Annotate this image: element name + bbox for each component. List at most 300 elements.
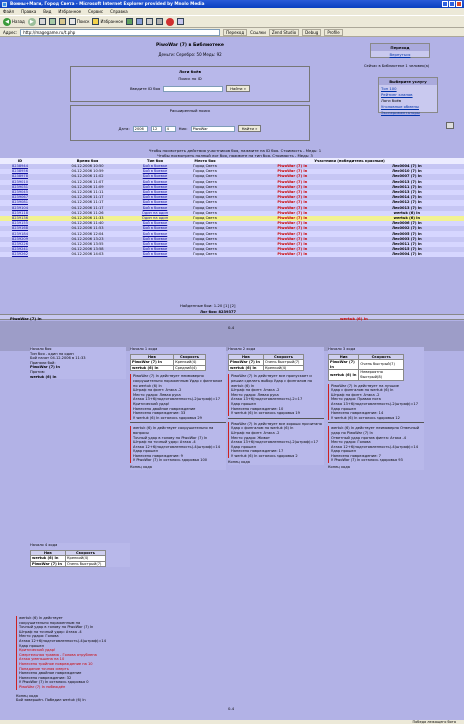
battle-number: Лог боя: 8239377	[200, 310, 237, 314]
speed-value: Очень быстрый(7)	[65, 561, 105, 567]
turn-log-2	[328, 426, 424, 463]
battle-id-link[interactable]: 8238978	[0, 174, 40, 179]
menu-file[interactable]: Файл	[3, 9, 15, 14]
info-line-2: Чтобы посмотреть полный лог боя, нажмите на тип боя. Стоимость - Медь: 3	[157, 153, 313, 158]
battle-type-link[interactable]: Бой в боевке	[135, 180, 175, 185]
find-extended-button[interactable]: Найти »	[238, 125, 262, 132]
battle-time: 04.12.2006 11:17	[40, 195, 135, 200]
battle-type-link[interactable]: Бой в боевке	[135, 247, 175, 252]
address-bar	[0, 28, 464, 37]
speed-col-nick: Ник	[229, 354, 264, 360]
debug-button[interactable]: Debug	[302, 29, 321, 36]
battle-time: 04.12.2006 11:09	[40, 185, 135, 190]
log-line: Атака 12+6(подготовленность)-4(штраф)=14	[19, 638, 106, 643]
address-input[interactable]: http://magegame.ru/t.php	[20, 29, 220, 36]
winner-left: PiwoWar (7) In	[10, 315, 42, 321]
log-line: У PiwoWar (7) In осталось здоровья 100	[133, 458, 208, 463]
battle-participant-1: PiwoWar (7) In	[235, 242, 350, 247]
battle-result: Бой завершён. Победил wertuk (6) In	[16, 698, 86, 703]
speed-nick: PiwoWar (7) In	[31, 561, 66, 567]
speed-col-nick: Ник	[31, 550, 66, 556]
speed-value: Невероятно быстрый(8)	[359, 370, 404, 380]
speed-col-speed: Скорость	[359, 354, 404, 360]
battle-participant-1: PiwoWar (7) In	[235, 216, 350, 221]
menubar	[0, 8, 464, 15]
log-line: Удар прошел	[231, 444, 256, 449]
log-line: У PiwoWar (7) In осталось здоровья 93	[331, 458, 403, 463]
battle-id-link[interactable]: 8239184	[0, 231, 40, 236]
battle-participant-1: PiwoWar (7) In	[235, 195, 350, 200]
status-bar	[0, 720, 464, 724]
battle-participant-1: PiwoWar (7) In	[235, 211, 350, 216]
log-line: PiwoWar (7) In побеждён	[19, 684, 66, 689]
counter-top: 0-4	[228, 325, 235, 330]
speed-value: Крепкий(4)	[65, 556, 105, 562]
log-line: Нанесено двойное повреждение	[133, 406, 196, 411]
log-line: Удар прошел	[331, 406, 356, 411]
profile-button[interactable]: Profile	[324, 29, 342, 36]
log-line: Место удара: Левая рука	[133, 392, 181, 397]
status-text: Победа лежащего бота	[412, 720, 456, 724]
battle-type-link[interactable]: Бой в боевке	[135, 206, 175, 211]
star-icon	[92, 18, 99, 25]
speed-table	[228, 354, 304, 372]
speed-col-speed: Скорость	[174, 354, 206, 360]
log-line: Атака 12+6(подготовленность)-4(штраф)=14	[133, 444, 220, 449]
battle-participant-1: PiwoWar (7) In	[235, 231, 350, 236]
found-battles: Найденные бои: 1-20 [1] [2]	[180, 303, 236, 308]
battle-type-link[interactable]: Бой в боевке	[135, 200, 175, 205]
messenger-icon[interactable]	[166, 18, 174, 26]
battle-participant-2: Лес0015 (7) In	[350, 247, 464, 252]
turn-log-2	[228, 422, 324, 459]
battle-place: Город Света	[175, 216, 235, 221]
battle-id-link[interactable]: 8239241	[0, 247, 40, 252]
log-line: Штраф на финт: Атака -2	[133, 388, 182, 393]
service-exchange[interactable]: Уголовные обмены	[381, 103, 419, 109]
battle-time: 04.12.2006 13:58	[40, 247, 135, 252]
log-line: Удар прошел	[19, 643, 44, 648]
service-experimenters[interactable]: Экспериментаторы	[381, 109, 420, 115]
divider	[328, 422, 424, 423]
battle-time: 04.12.2006 13:55	[40, 242, 135, 247]
battle-id-link[interactable]: 8239168	[0, 226, 40, 231]
log-line-critical: Смертельная травма - Голова отрублена	[19, 652, 97, 657]
battle-participant-1: PiwoWar (7) In	[235, 252, 350, 257]
start-line: Бой начат 04.12.2006 в 11:33	[30, 356, 86, 361]
turn-title: Начало 3 хода	[328, 347, 356, 351]
speed-nick: PiwoWar (7) In	[131, 360, 174, 366]
turn-end: Конец хода	[130, 465, 152, 470]
service-battle-logs: Логи боёв	[381, 97, 402, 103]
speed-nick: wertuk (6) In	[131, 365, 174, 371]
log-line: Нанесено повреждение: 14	[331, 411, 384, 416]
battle-place: Город Света	[175, 190, 235, 195]
battle-id-link[interactable]: 8239209	[0, 237, 40, 242]
money-line: Деньги: Серебро: 50 Медь: 92	[158, 52, 222, 57]
log-line: Нанесено повреждение: 7	[331, 453, 381, 458]
battle-time: 04.12.2006 11:17	[40, 200, 135, 205]
forward-arrow-icon[interactable]: ▶	[28, 18, 36, 26]
menu-view[interactable]: Вид	[43, 9, 52, 14]
log-line: У wertuk (6) In осталось здоровья 29	[133, 415, 202, 420]
maximize-button[interactable]	[449, 1, 455, 7]
battle-time: 04.12.2006 11:40	[40, 221, 135, 226]
winner-bar	[0, 314, 464, 320]
window-titlebar	[0, 0, 464, 8]
turn-log	[228, 374, 324, 415]
battle-participant-1: PiwoWar (7) In	[235, 164, 350, 169]
battle-id-link[interactable]: 8239081	[0, 200, 40, 205]
battle-id-link[interactable]: 8239155	[0, 221, 40, 226]
window-title: Воины+Маги, Город Света - Microsoft Internet Explorer provided by Mnolo Media	[10, 1, 205, 6]
start-line: Против:	[30, 369, 45, 374]
battle-type-link[interactable]: Бой в боевке	[135, 237, 175, 242]
battle-type-link[interactable]: Бой в боевке	[135, 164, 175, 169]
battle-participant-2: wertuk (6) In	[350, 211, 464, 216]
battle-type-link[interactable]: Один на один	[135, 216, 175, 221]
battle-type-link[interactable]: Бой в боевке	[135, 242, 175, 247]
speed-col-nick: Ник	[131, 354, 174, 360]
battle-id-link[interactable]: 8239262	[0, 252, 40, 257]
log-line: Ответный удар против финта: Атака -4	[331, 435, 407, 440]
battle-participant-2: Лес0002 (7) In	[350, 226, 464, 231]
toolbar	[0, 15, 464, 28]
log-line: сокрушительно пораженным на	[19, 620, 81, 625]
col-time: Время боя	[40, 158, 135, 164]
battle-place: Город Света	[175, 164, 235, 169]
log-line: Атака 13+6(подготовленность)-2(штраф)=17	[231, 440, 318, 445]
battle-participant-1: PiwoWar (7) In	[235, 221, 350, 226]
start-line: Тип боя - один на один	[30, 351, 74, 356]
battle-place: Город Света	[175, 252, 235, 257]
info-line-1: Чтобы посмотреть действия участников боя, нажмите на ID боя. Стоимость - Медь: 1	[148, 148, 322, 153]
log-line: Место удара: Голова	[331, 440, 371, 445]
battle-participant-1: PiwoWar (7) In	[235, 180, 350, 185]
battle-participant-2: Лес0006 (7) In	[350, 221, 464, 226]
col-place: Место боя	[175, 158, 235, 164]
log-line: Штраф на финт: Атака -2	[231, 388, 280, 393]
turn4-title: Начало 4 хода	[30, 543, 58, 547]
speed-table	[328, 354, 404, 381]
battle-participant-2: Лес0014 (7) In	[350, 195, 464, 200]
battle-place: Город Света	[175, 247, 235, 252]
speed-nick: wertuk (6) In	[329, 370, 359, 380]
log-line: Удар с фингалом по wertuk (6) In	[331, 388, 394, 393]
battle-id-link[interactable]: 8239010	[0, 180, 40, 185]
logs-title: Логи боёв	[179, 69, 201, 74]
year-select[interactable]: 2006	[133, 126, 148, 132]
battle-participant-2: wertuk (6) In	[350, 216, 464, 221]
turn-title: Начало 2 хода	[228, 347, 256, 351]
turn-log	[328, 384, 424, 421]
turn-end: Конец хода	[328, 465, 350, 470]
battle-participant-2: Лес0012 (7) In	[350, 200, 464, 205]
battle-place: Город Света	[175, 200, 235, 205]
log-line: У PiwoWar (7) In осталось здоровья 0	[19, 680, 89, 685]
date-label: Дата:	[118, 126, 130, 131]
battle-participant-1: PiwoWar (7) In	[235, 206, 350, 211]
battle-participant-1: PiwoWar (7) In	[235, 247, 350, 252]
battle-id-link[interactable]: 8239031	[0, 185, 40, 190]
speed-value: Средний(4)	[174, 365, 206, 371]
battle-id-input[interactable]	[163, 86, 223, 92]
battle-place: Город Света	[175, 226, 235, 231]
log-line-critical: Атака уменьшена на 10	[19, 657, 65, 662]
battle-place: Город Света	[175, 185, 235, 190]
speed-col-nick: Ник	[329, 354, 359, 360]
turn-log	[130, 374, 226, 420]
log-line: Атака 13+6(подготовленность)-2(штраф)=17	[133, 397, 220, 402]
log-line: Атака 12+6(подготовленность)-4(штраф)=14	[331, 444, 418, 449]
navigation-panel-title: Переход	[371, 44, 429, 51]
log-line: Штраф на точный удар: Атака -4	[19, 629, 82, 634]
battle-id-link[interactable]: 8238956	[0, 169, 40, 174]
services-panel-title: Выберите услугу	[379, 78, 437, 85]
log-line: wertuk (6) In действует сокрушительно на вопросы	[133, 426, 214, 435]
menu-favorites[interactable]: Избранное	[58, 9, 82, 14]
menu-edit[interactable]: Правка	[21, 9, 37, 14]
log-line: Место удара: Правая нога	[331, 397, 381, 402]
speed-table	[130, 354, 206, 372]
log-line: У wertuk (6) In осталось здоровья 12	[331, 415, 400, 420]
battle-participant-1: PiwoWar (7) In	[235, 190, 350, 195]
service-top100[interactable]: Топ 100	[381, 85, 397, 91]
menu-help[interactable]: Справка	[110, 9, 128, 14]
speed-nick: PiwoWar (7) In	[329, 360, 359, 370]
winner-right: wertuk (6) In	[340, 315, 368, 321]
stop-icon[interactable]	[39, 18, 46, 25]
battle-participant-1: PiwoWar (7) In	[235, 185, 350, 190]
battle-participant-2: Лес0004 (7) In	[350, 252, 464, 257]
zend-studio-button[interactable]: Zend Studio	[269, 29, 299, 36]
log-line: PiwoWar (7) In действует на лучшие	[331, 383, 399, 388]
log-line: Нанесено повреждение: 33	[133, 411, 186, 416]
turn4-panel	[30, 543, 130, 567]
battle-participant-2: Лес0013 (7) In	[350, 206, 464, 211]
battle-type-link[interactable]: Один на один	[135, 211, 175, 216]
battle-participant-2: Лес0005 (7) In	[350, 231, 464, 236]
scroll-top-icon[interactable]	[446, 122, 454, 129]
find-by-id-button[interactable]: Найти »	[226, 85, 250, 92]
battle-type-link[interactable]: Бой в боевке	[135, 169, 175, 174]
battle-row	[0, 252, 464, 257]
battle-participant-2: Лес0011 (7) In	[350, 185, 464, 190]
battle-id-link[interactable]: 8239136	[0, 216, 40, 221]
log-line: Штраф на финт: Атака -2	[331, 392, 380, 397]
log-line: У wertuk (6) In осталось здоровья 2	[231, 453, 298, 458]
battle-type-link[interactable]: Бой в боевке	[135, 195, 175, 200]
battle-time: 04.12.2006 11:26	[40, 211, 135, 216]
name-label: Ник:	[178, 126, 188, 131]
battle-type-link[interactable]: Бой в боевке	[135, 185, 175, 190]
battle-type-link[interactable]: Бой в боевке	[135, 221, 175, 226]
print-icon[interactable]	[146, 18, 153, 25]
battle-place: Город Света	[175, 180, 235, 185]
log-line: Удар прошел	[331, 449, 356, 454]
battle-time: 04.12.2006 10:50	[40, 164, 135, 169]
close-button[interactable]	[456, 1, 462, 7]
battle-time: 04.12.2006 12:04	[40, 231, 135, 236]
log-line: Нанесено повреждение: 17	[231, 449, 284, 454]
battle-place: Город Света	[175, 237, 235, 242]
log-line: Удар прошел	[231, 401, 256, 406]
page-content	[0, 37, 464, 720]
divider	[228, 418, 324, 419]
battle-place: Город Света	[175, 211, 235, 216]
battle-type-link[interactable]: Бой в боевке	[135, 190, 175, 195]
battle-time: 04.12.2006 11:53	[40, 226, 135, 231]
turn4-end: Конец хода	[16, 693, 38, 698]
turn-end: Конец хода	[228, 460, 250, 465]
col-type: Тип боя	[135, 158, 175, 164]
speed-nick: wertuk (6) In	[229, 365, 264, 371]
log-line: PiwoWar (7) In действует все хорошо прочитано Удар с фингалом по wertuk (6) In	[231, 421, 322, 431]
battle-time: 04.12.2006 11:11	[40, 190, 135, 195]
log-line: Атака 13+6(подготовленность)-2=17	[231, 397, 303, 402]
log-line: Удар прошел	[133, 449, 158, 454]
log-line: Место удара: Живот	[231, 435, 270, 440]
page-title: PiwoWar (7) в Библиотеке	[156, 43, 224, 48]
divider	[130, 422, 226, 423]
search-button[interactable]: Поиск	[69, 18, 90, 25]
battle-id-link[interactable]: 8239104	[0, 206, 40, 211]
log-line: Штраф на финт: Атака -2	[231, 430, 280, 435]
home-icon[interactable]	[59, 18, 66, 25]
log-line: PiwoWar (7) In действует все пропускает и решил сделать выбор Удар с фингалом по wertuk (6) In	[231, 374, 313, 388]
speed-value: Крепкий(4)	[263, 365, 303, 371]
minimize-button[interactable]	[442, 1, 448, 7]
navigation-panel	[370, 43, 430, 58]
turn-panel	[228, 347, 324, 465]
mail-icon[interactable]	[136, 18, 143, 25]
battle-participant-2: Лес0013 (7) In	[350, 190, 464, 195]
battle-place: Город Света	[175, 206, 235, 211]
go-button[interactable]: Переход	[223, 29, 247, 36]
name-input[interactable]: PiwoWar	[191, 126, 235, 132]
address-label: Адрес:	[3, 29, 18, 35]
log-line: Атака 13+6(подготовленность)-2(штраф)=17	[331, 401, 418, 406]
turn-log-2	[130, 426, 226, 463]
battle-time: 04.12.2006 11:17	[40, 206, 135, 211]
speed-value: Очень быстрый(7)	[263, 360, 303, 366]
research-icon[interactable]	[177, 18, 184, 25]
battle-type-link[interactable]: Бой в боевке	[135, 174, 175, 179]
turn4-speed-table	[30, 550, 106, 568]
battle-id-link[interactable]: 8239226	[0, 242, 40, 247]
counter-bottom: 0-4	[228, 706, 235, 711]
battle-id-link[interactable]: 8238944	[0, 164, 40, 169]
services-panel	[378, 77, 438, 113]
log-line: wertuk (6) In действует неимоверно Отвечный удар по PiwoWar (7) In	[331, 426, 420, 435]
search-icon	[69, 18, 76, 25]
turn-panel	[328, 347, 424, 470]
log-line: У wertuk (6) In осталось здоровья 19	[231, 411, 300, 416]
battle-id-label: Введите ID боя	[129, 86, 161, 91]
battle-participant-2: Лес0007 (7) In	[350, 174, 464, 179]
battle-time: 04.12.2006 11:02	[40, 174, 135, 179]
speed-value: Очень быстрый(7)	[359, 360, 404, 370]
log-line: Штраф на точный удар: Атака -4	[133, 440, 196, 445]
speed-col-speed: Скорость	[263, 354, 303, 360]
back-arrow-icon: ◀	[3, 18, 11, 26]
links-label[interactable]: Ссылки	[250, 29, 266, 35]
battle-type-link[interactable]: Бой в боевке	[135, 231, 175, 236]
battle-time: 04.12.2006 11:33	[40, 216, 135, 221]
service-clan-rating[interactable]: Рейтинг кланов	[381, 91, 413, 97]
battle-id-link[interactable]: 8239045	[0, 190, 40, 195]
battle-participant-1: PiwoWar (7) In	[235, 200, 350, 205]
favorites-button[interactable]: Избранное	[92, 18, 123, 25]
speed-nick: wertuk (6) In	[31, 556, 66, 562]
battle-time: 04.12.2006 10:59	[40, 169, 135, 174]
log-line-critical: Попадание точная смерть	[19, 666, 69, 671]
battles-table	[0, 158, 464, 257]
log-line: Нанесено двойное повреждение	[19, 671, 82, 676]
log-line: wertuk (6) In действует	[19, 616, 63, 620]
log-line: Место удара: Левая рука	[231, 392, 279, 397]
day-select[interactable]: 4	[165, 126, 176, 132]
battle-time: 04.12.2006 13:23	[40, 237, 135, 242]
battle-type-link[interactable]: Бой в боевке	[135, 226, 175, 231]
refresh-icon[interactable]	[49, 18, 56, 25]
battle-participant-2: Лес0004 (7) In	[350, 164, 464, 169]
ie-icon	[2, 2, 7, 7]
speed-nick: PiwoWar (7) In	[229, 360, 264, 366]
battle-place: Город Света	[175, 221, 235, 226]
log-line-critical: Критический удар!	[19, 648, 56, 653]
battle-participant-2: Лес0011 (7) In	[350, 242, 464, 247]
battle-id-link[interactable]: 8239067	[0, 195, 40, 200]
battle-participant-1: PiwoWar (7) In	[235, 174, 350, 179]
log-line: Место удара: Голова	[19, 634, 59, 639]
speed-value: Крепкий(4)	[174, 360, 206, 366]
battle-id-link[interactable]: 8239118	[0, 211, 40, 216]
back-button[interactable]: ◀ Назад	[3, 18, 25, 26]
battle-time: 04.12.2006 14:03	[40, 252, 135, 257]
battle-place: Город Света	[175, 195, 235, 200]
battle-participant-1: PiwoWar (7) In	[235, 237, 350, 242]
battle-participant-2: Лес0013 (7) In	[350, 180, 464, 185]
start-line: wertuk (6) In	[30, 374, 57, 379]
battle-participant-1: PiwoWar (7) In	[235, 226, 350, 231]
back-link[interactable]: Вернуться	[389, 51, 411, 57]
history-icon[interactable]	[126, 18, 133, 25]
col-participants: Участники (победитель красным)	[235, 158, 464, 164]
battle-place: Город Света	[175, 242, 235, 247]
search-by-id-title: Поиск по ID	[178, 76, 202, 81]
log-line: Нанесено повреждение: 10	[231, 406, 284, 411]
battle-type-link[interactable]: Бой в боевке	[135, 252, 175, 257]
log-line: Точный удар в голову по PiwoWar (7) In	[19, 625, 94, 630]
menu-tools[interactable]: Сервис	[88, 9, 104, 14]
log-line: Точный удар в голову по PiwoWar (7) In	[133, 435, 208, 440]
battle-participant-2: Лес0003 (7) In	[350, 237, 464, 242]
extended-search-box	[70, 105, 310, 141]
battle-start-panel	[30, 347, 126, 379]
log-line: Нанесено повреждение: 9	[133, 453, 183, 458]
people-count: Сейчас в Библиотеке 1 человек(а)	[364, 64, 430, 68]
start-line: Приняли бой:	[30, 360, 56, 365]
edit-icon[interactable]	[156, 18, 163, 25]
log-line-critical: Нанесено тройное повреждение на 10	[19, 661, 93, 666]
battle-place: Город Света	[175, 174, 235, 179]
extended-search-title: Расширенный поиск	[169, 108, 211, 113]
log-line: Нанесено повреждение: 32	[19, 675, 72, 680]
month-select[interactable]: 12	[151, 126, 162, 132]
log-line: сокрушительно пораженным Удар с фингалом по wertuk (6) In	[133, 378, 223, 388]
battle-time: 04.12.2006 11:07	[40, 180, 135, 185]
